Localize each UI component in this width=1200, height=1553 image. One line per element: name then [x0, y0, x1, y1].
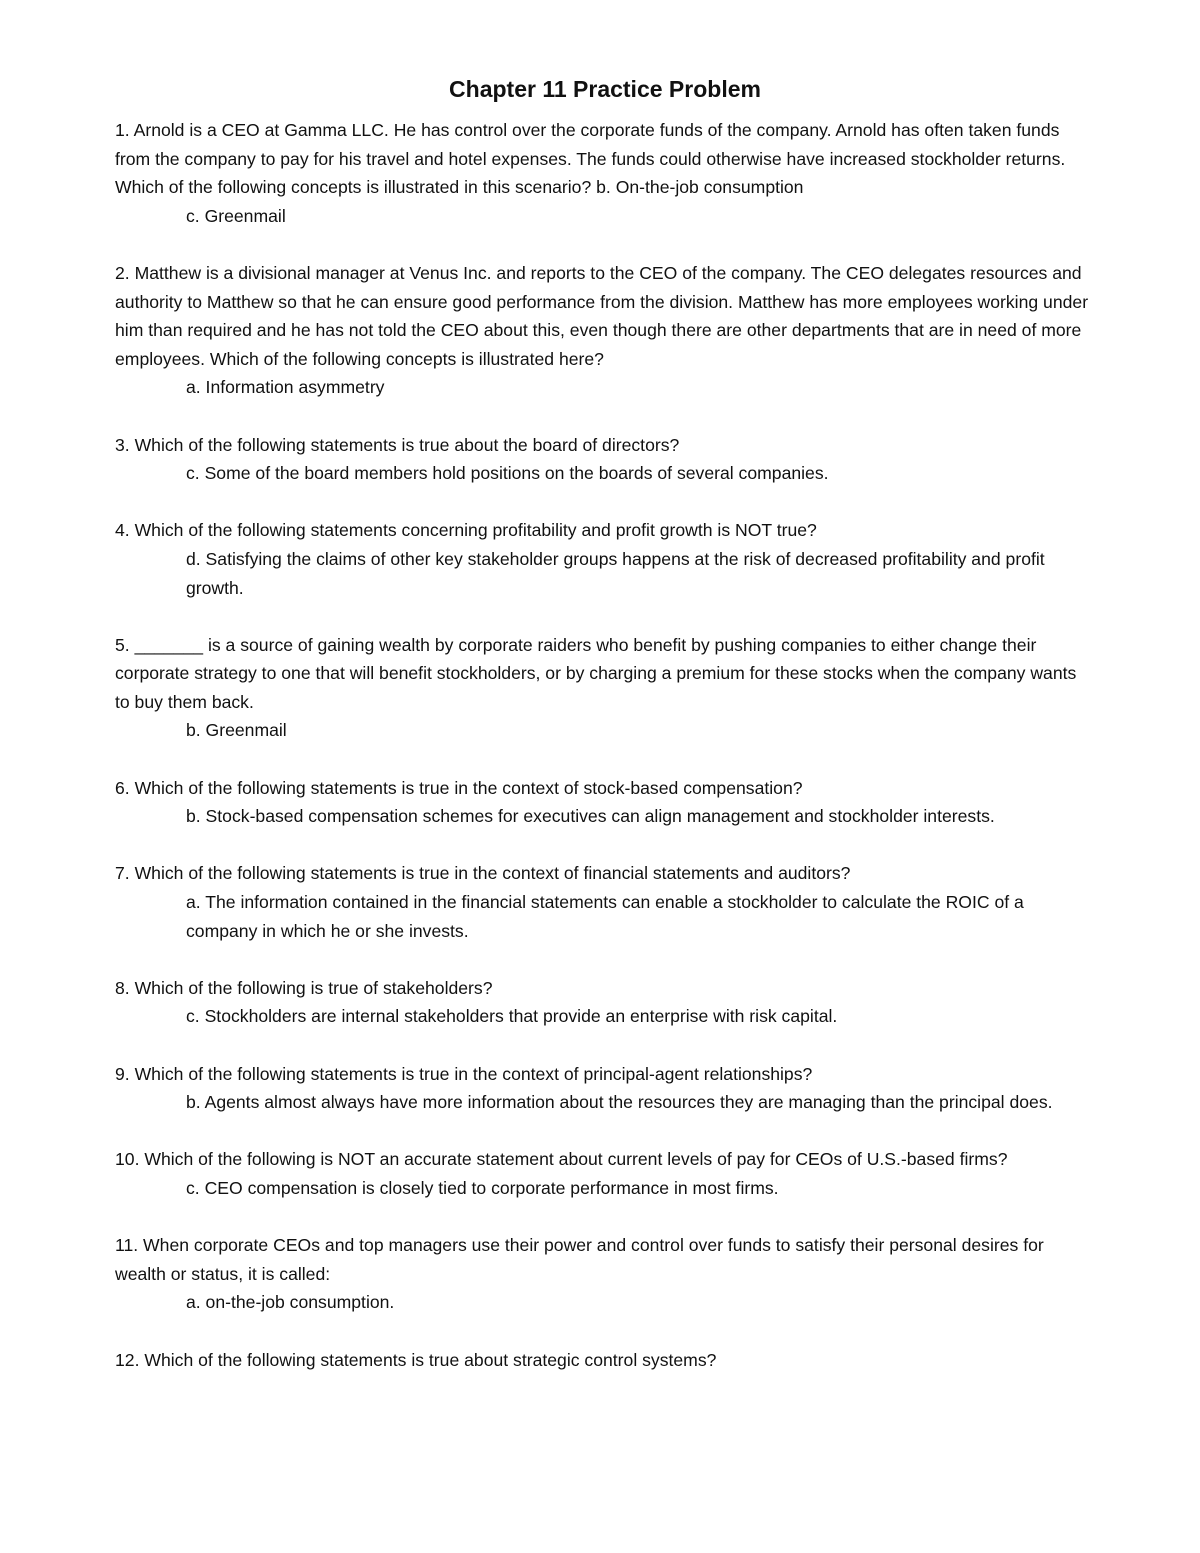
- question-number: 5.: [115, 634, 130, 655]
- question-number: 7.: [115, 863, 130, 884]
- question-9: [115, 1060, 1095, 1117]
- answer-text: c. CEO compensation is closely tied to corporate performance in most firms.: [186, 1177, 779, 1198]
- question-number: 6.: [115, 777, 130, 798]
- question-text: Which of the following is true of stakeholders?: [134, 977, 493, 998]
- answer-text: c. Greenmail: [186, 205, 286, 226]
- question-text: Which of the following statements is true about strategic control systems?: [144, 1349, 717, 1370]
- question-text: Which of the following statements is true about the board of directors?: [134, 434, 680, 455]
- question-text: _______ is a source of gaining wealth by corporate raiders who benefit by pushing companies to either change their corporate strategy to one that will benefit stockholders, or by charging a premium for these stocks when the company wants to buy them back.: [115, 634, 1077, 712]
- question-number: 3.: [115, 434, 130, 455]
- question-text: Which of the following statements concerning profitability and profit growth is NOT true?: [134, 520, 817, 541]
- question-text: Arnold is a CEO at Gamma LLC. He has control over the corporate funds of the company. Arnold has often taken funds from the company to pay for his travel and hotel expenses. The funds could otherwise have increased stockholder returns. Which of the following concepts is illustrated in this scenario?: [115, 120, 1066, 198]
- answer-text: a. The information contained in the financial statements can enable a stockholder to calculate the ROIC of a company in which he or she invests.: [186, 892, 1024, 941]
- question-text: Which of the following statements is true in the context of principal-agent relationships?: [134, 1063, 813, 1084]
- question-number: 9.: [115, 1063, 130, 1084]
- answer-text: b. On-the-job consumption: [596, 177, 804, 198]
- question-text: When corporate CEOs and top managers use their power and control over funds to satisfy their personal desires for wealth or status, it is called:: [115, 1235, 1044, 1284]
- answer-text: c. Stockholders are internal stakeholders that provide an enterprise with risk capital.: [186, 1006, 838, 1027]
- question-number: 10.: [115, 1149, 140, 1170]
- question-12: [115, 1346, 1095, 1375]
- answer-text: c. Some of the board members hold positions on the boards of several companies.: [186, 463, 829, 484]
- question-7: [115, 859, 1095, 945]
- answer-text: a. Information asymmetry: [186, 377, 385, 398]
- answer-text: b. Stock-based compensation schemes for executives can align management and stockholder interests.: [186, 806, 995, 827]
- question-list: [115, 116, 1095, 1403]
- question-11: [115, 1231, 1095, 1317]
- question-number: 2.: [115, 262, 130, 283]
- question-2: [115, 259, 1095, 402]
- question-text: Which of the following statements is true in the context of stock-based compensation?: [134, 777, 803, 798]
- answer-text: b. Agents almost always have more information about the resources they are managing than the principal does.: [186, 1092, 1053, 1113]
- answer-text: d. Satisfying the claims of other key stakeholder groups happens at the risk of decreased profitability and profit growth.: [186, 548, 1045, 598]
- answer-text: b. Greenmail: [186, 720, 287, 741]
- question-10: [115, 1145, 1095, 1202]
- question-3: [115, 431, 1095, 488]
- question-text: Which of the following is NOT an accurate statement about current levels of pay for CEOs of U.S.-based firms?: [144, 1149, 1008, 1170]
- question-text: Matthew is a divisional manager at Venus Inc. and reports to the CEO of the company. The CEO delegates resources and authority to Matthew so that he can ensure good performance from the division. Matthew has more employees working under him than required and he has not told the CEO about this, even though there are other departments that are in need of more employees. Which of the following concepts is illustrated here?: [115, 262, 1089, 369]
- question-5: [115, 631, 1095, 745]
- answer-text: a. on-the-job consumption.: [186, 1292, 395, 1313]
- question-8: [115, 974, 1095, 1031]
- question-number: 11.: [115, 1235, 139, 1256]
- question-text: Which of the following statements is true in the context of financial statements and auditors?: [134, 863, 851, 884]
- document-title: Chapter 11 Practice Problem: [449, 76, 761, 102]
- question-number: 12.: [115, 1349, 140, 1370]
- question-number: 1.: [115, 120, 130, 140]
- question-number: 8.: [115, 977, 130, 998]
- question-4: [115, 516, 1095, 602]
- question-number: 4.: [115, 520, 130, 541]
- question-1: [115, 116, 1095, 230]
- question-6: [115, 774, 1095, 831]
